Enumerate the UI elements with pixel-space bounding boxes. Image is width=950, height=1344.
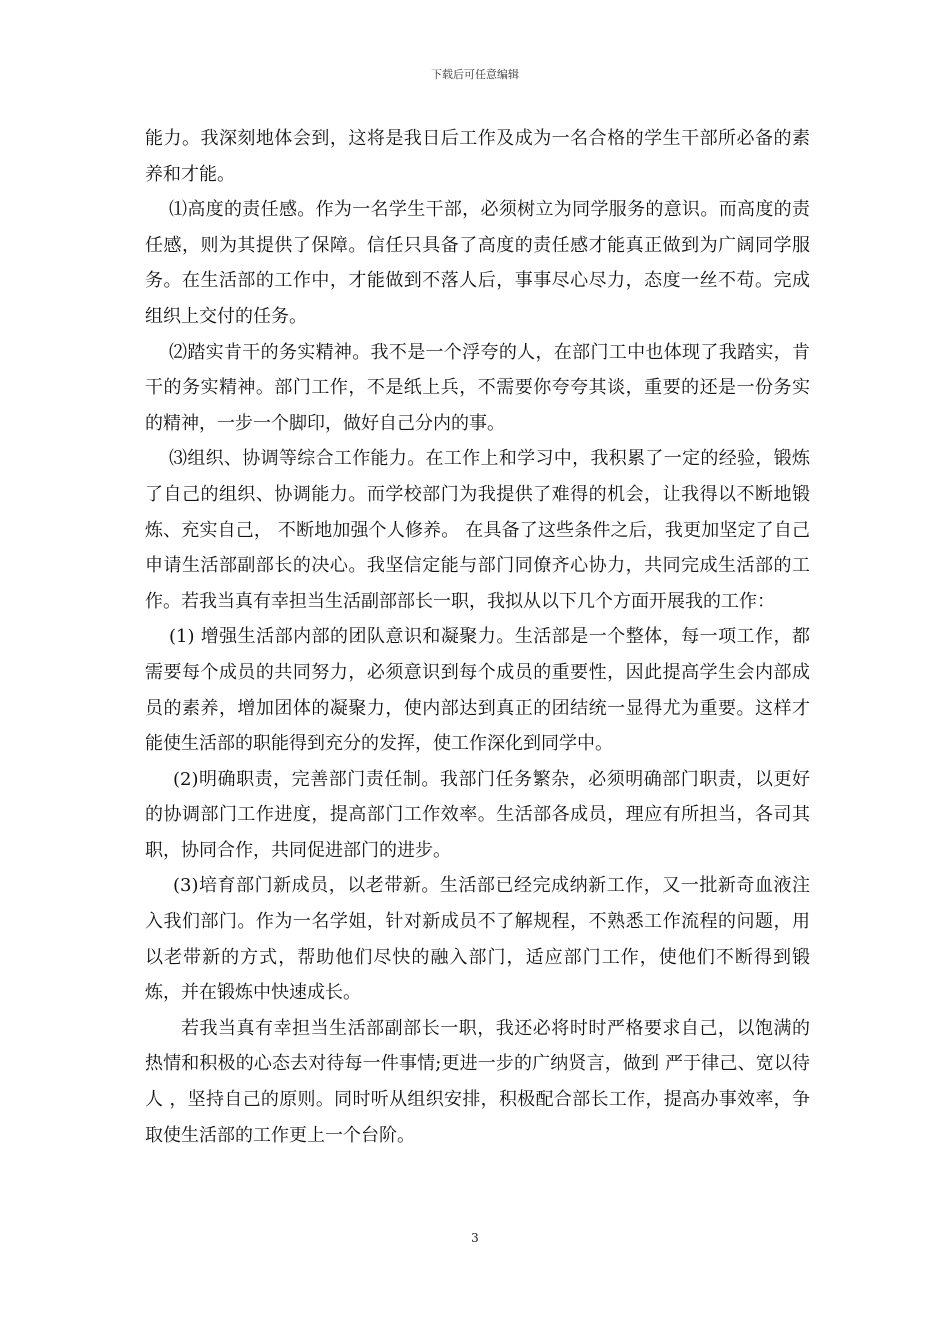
page-header-note: 下载后可任意编辑	[431, 68, 519, 81]
page-number: 3	[471, 1231, 479, 1245]
document-body	[145, 121, 810, 1153]
paragraph-plan-team-cohesion: (1) 增强生活部内部的团队意识和凝聚力。生活部是一个整体，每一项工作，都需要每个成员的共同努力，必须意识到每个成员的重要性，因此提高学生会内部成员的素养，增加团体的凝聚力，使内部达到真正的团结统一显得尤为重要。这样才能使生活部的职能得到充分的发挥，使工作深化到同学中。	[145, 626, 810, 755]
paragraph-plan-responsibility-system: (2)明确职责，完善部门责任制。我部门任务繁杂，必须明确部门职责，以更好的协调部门工作进度，提高部门工作效率。生活部各成员，理应有所担当，各司其职，协同合作，共同促进部门的进步。	[145, 768, 810, 861]
paragraph-organization-ability: ⑶组织、协调等综合工作能力。在工作上和学习中，我积累了一定的经验，锻炼了自己的组织、协调能力。而学校部门为我提供了难得的机会，让我得以不断地锻炼、充实自己， 不断地加强个人修养。 在具备了这些条件之后，我更加坚定了自己申请生活部副部长的决心。我坚信定能与部门同僚齐心协力，共同完成生活部的工作。若我当真有幸担当生活副部部长一职，我拟从以下几个方面开展我的工作：	[145, 448, 810, 612]
paragraph-plan-new-members: (3)培育部门新成员，以老带新。生活部已经完成纳新工作，又一批新奇血液注入我们部门。作为一名学姐，针对新成员不了解规程，不熟悉工作流程的问题，用以老带新的方式，帮助他们尽快的融入部门，适应部门工作，使他们不断得到锻炼，并在锻炼中快速成长。	[145, 875, 810, 1004]
paragraph-pragmatic-spirit: ⑵踏实肯干的务实精神。我不是一个浮夸的人，在部门工中也体现了我踏实，肯干的务实精神。部门工作，不是纸上兵，不需要你夸夸其谈，重要的还是一份务实的精神，一步一个脚印，做好自己分内的事。	[145, 341, 810, 434]
paragraph-closing: 若我当真有幸担当生活部副部长一职，我还必将时时严格要求自己，以饱满的热情和积极的心态去对待每一件事情;更进一步的广纳贤言，做到 严于律己、宽以待人 ，坚持自己的原则。同时听从组织安排，积极配合部长工作，提高办事效率，争取使生活部的工作更上一个台阶。	[145, 1017, 810, 1146]
paragraph-responsibility: ⑴高度的责任感。作为一名学生干部，必须树立为同学服务的意识。而高度的责任感，则为其提供了保障。信任只具备了高度的责任感才能真正做到为广阔同学服务。在生活部的工作中，才能做到不落人后，事事尽心尽力，态度一丝不苟。完成组织上交付的任务。	[145, 199, 810, 327]
paragraph-intro-continuation: 能力。我深刻地体会到，这将是我日后工作及成为一名合格的学生干部所必备的素养和才能。	[145, 128, 810, 185]
